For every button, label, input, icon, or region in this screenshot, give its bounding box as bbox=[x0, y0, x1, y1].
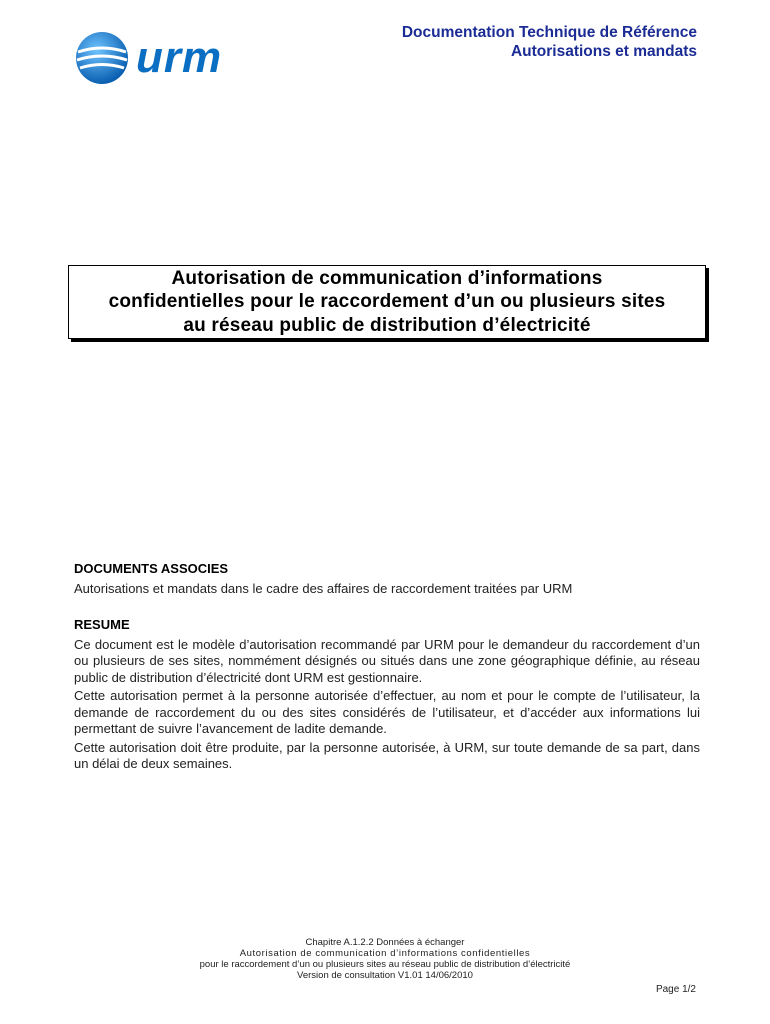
documents-associes-section bbox=[74, 561, 700, 597]
header-title: Documentation Technique de Référence bbox=[401, 24, 697, 41]
resume-section bbox=[74, 617, 700, 773]
brand-name: urm bbox=[136, 33, 223, 82]
document-title bbox=[109, 267, 666, 338]
footer-line-1: Chapitre A.1.2.2 Données à échanger bbox=[305, 937, 465, 948]
page-number: Page 1/2 bbox=[655, 984, 696, 995]
header-subtitle: Autorisations et mandats bbox=[510, 43, 697, 60]
footer-line-4: Version de consultation V1.01 14/06/2010 bbox=[297, 970, 473, 981]
section-heading: RESUME bbox=[74, 617, 130, 632]
urm-logo bbox=[74, 30, 254, 90]
footer-line-2: Autorisation de communication d’informations confidentielles bbox=[239, 948, 531, 959]
resume-paragraph-2: Cette autorisation permet à la personne autorisée d’effectuer, au nom et pour le compte de l’utilisateur, la demande de raccordement du ou des sites considérés de l’utilisateur, et d’accéder aux informations lui permettant de suivre l’avancement de ladite demande. bbox=[74, 688, 700, 736]
document-header bbox=[402, 23, 697, 61]
page-footer bbox=[0, 937, 770, 981]
title-line-2: confidentielles pour le raccordement d’un ou plusieurs sites bbox=[108, 291, 666, 313]
title-line-1: Autorisation de communication d’informations bbox=[171, 267, 603, 289]
section-text: Autorisations et mandats dans le cadre des affaires de raccordement traitées par URM bbox=[74, 580, 573, 596]
title-line-3: au réseau public de distribution d’électricité bbox=[183, 314, 591, 336]
section-heading: DOCUMENTS ASSOCIES bbox=[74, 561, 229, 576]
resume-paragraph-3: Cette autorisation doit être produite, par la personne autorisée, à URM, sur toute demande de sa part, dans un délai de deux semaines. bbox=[74, 739, 700, 771]
footer-line-3: pour le raccordement d’un ou plusieurs sites au réseau public de distribution d’électricité bbox=[199, 959, 571, 970]
globe-icon bbox=[74, 30, 130, 86]
document-title-box bbox=[68, 265, 706, 339]
resume-paragraph-1: Ce document est le modèle d’autorisation recommandé par URM pour le demandeur du raccordement d’un ou plusieurs de ses sites, nommément désignés ou situés dans une zone géographique définie, au réseau public de distribution d’électricité dont URM est gestionnaire. bbox=[74, 636, 700, 685]
